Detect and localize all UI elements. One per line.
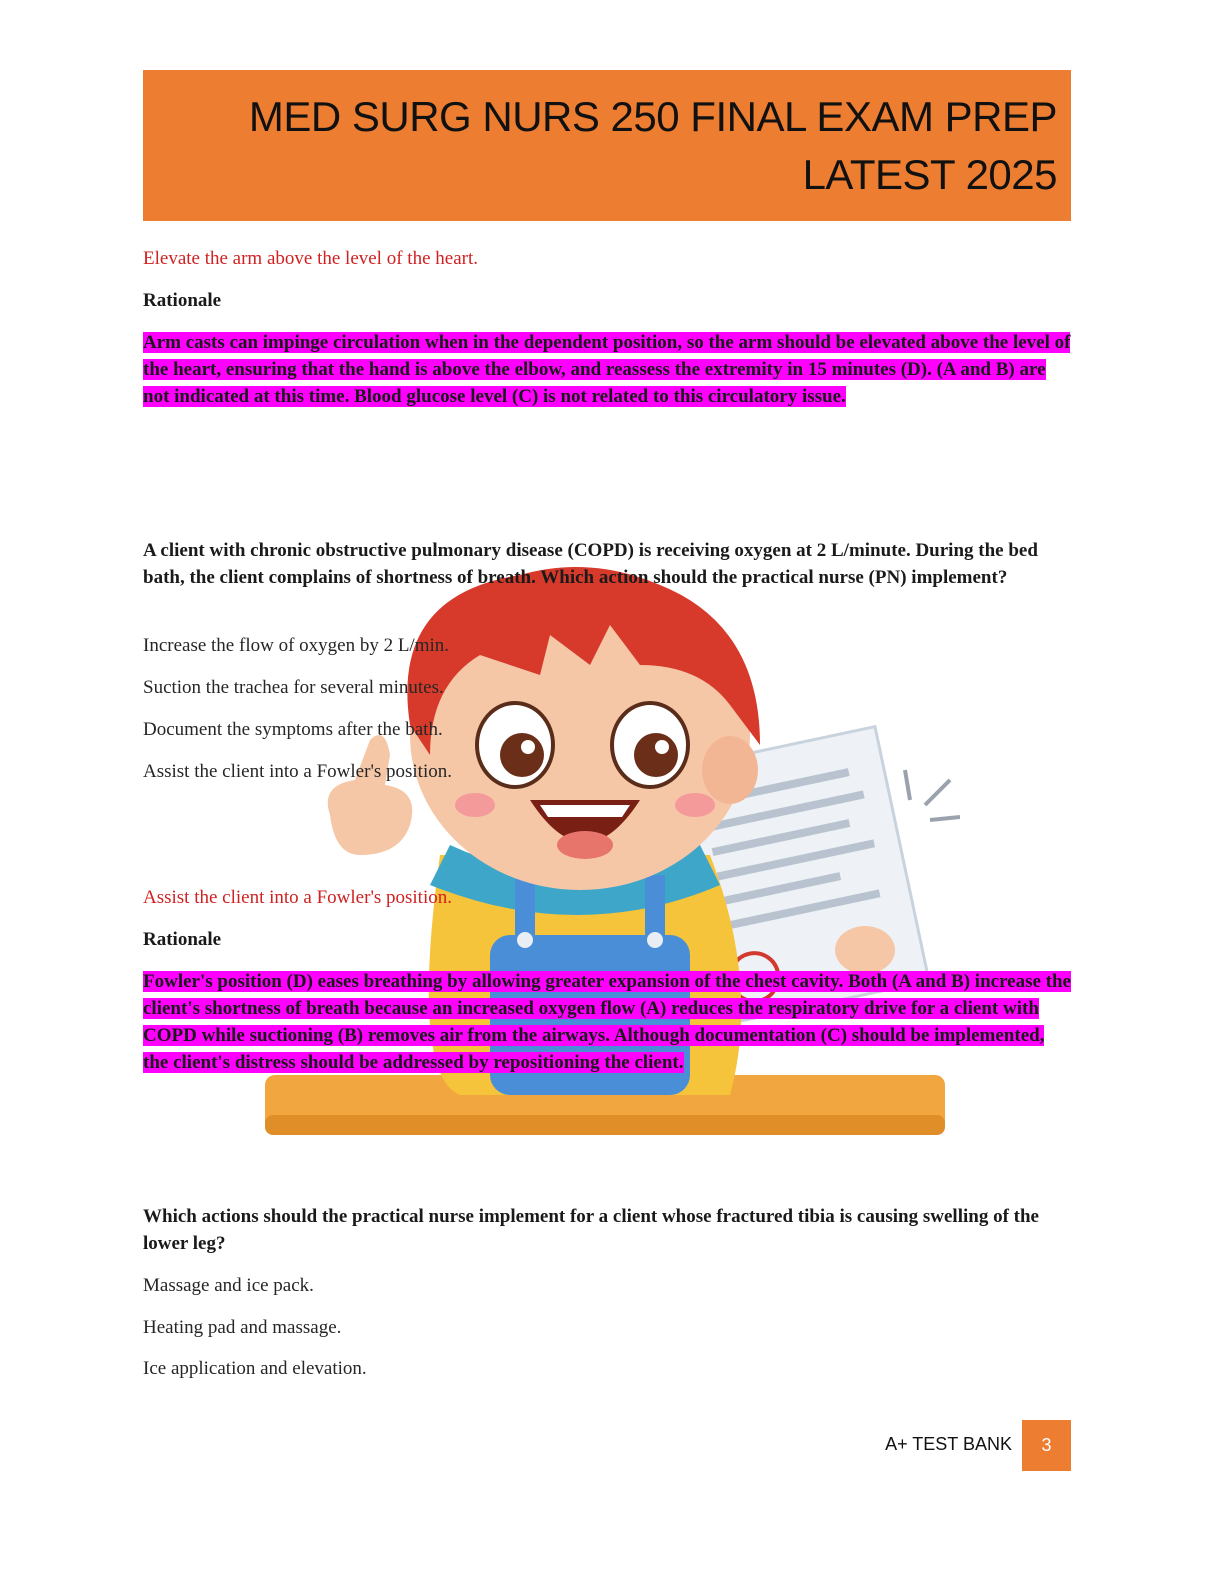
- rationale-text-1: [143, 329, 1073, 410]
- header-banner: [143, 70, 1071, 221]
- q2-option-a: Increase the flow of oxygen by 2 L/min.: [143, 635, 450, 656]
- title-line-2: LATEST 2025: [802, 151, 1057, 198]
- title-line-1: MED SURG NURS 250 FINAL EXAM PREP: [248, 93, 1057, 140]
- question-3: Which actions should the practical nurse implement for a client whose fractured tibia is causing swelling of the lower leg?: [143, 1206, 1039, 1254]
- rationale-label-2: Rationale: [143, 929, 222, 950]
- q3-option-b: Heating pad and massage.: [143, 1317, 342, 1338]
- answer-2: Assist the client into a Fowler's position.: [143, 887, 452, 908]
- rationale-label-1: Rationale: [143, 290, 222, 311]
- q2-option-b: Suction the trachea for several minutes.: [143, 677, 444, 698]
- page-number: 3: [1022, 1420, 1071, 1471]
- answer-1: Elevate the arm above the level of the heart.: [143, 248, 478, 269]
- rationale-highlight-1: Arm casts can impinge circulation when in the dependent position, so the arm should be elevated above the level of the heart, ensuring that the hand is above the elbow, and reassess the extremity in 15 minutes (D). (A and B) are not indicated at this time. Blood glucose level (C) is not related to this circulatory issue.: [143, 332, 1071, 407]
- rationale-text-2: [143, 968, 1073, 1076]
- q2-option-c: Document the symptoms after the bath.: [143, 719, 443, 740]
- rationale-highlight-2: Fowler's position (D) eases breathing by allowing greater expansion of the chest cavity. Both (A and B) increase the client's shortness of breath because an increased oxygen flow (A) reduces the respiratory drive for a client with COPD while suctioning (B) removes air from the airways. Although documentation (C) should be implemented, the client's distress should be addressed by repositioning the client.: [143, 971, 1071, 1073]
- q3-option-c: Ice application and elevation.: [143, 1358, 367, 1379]
- page-title: [177, 88, 1057, 204]
- question-2: A client with chronic obstructive pulmonary disease (COPD) is receiving oxygen at 2 L/minute. During the bed bath, the client complains of shortness of breath. Which action should the practical nurse (PN) implement?: [143, 540, 1038, 588]
- q2-option-d: Assist the client into a Fowler's position.: [143, 761, 452, 782]
- q3-option-a: Massage and ice pack.: [143, 1275, 314, 1296]
- footer-label: A+ TEST BANK: [885, 1434, 1012, 1454]
